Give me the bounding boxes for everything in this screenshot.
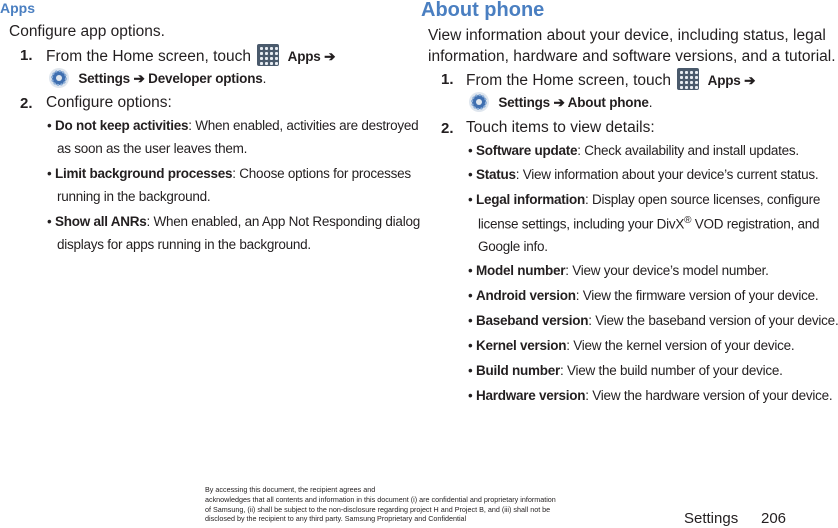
apps-step1-number: 1.	[20, 47, 33, 64]
about-phone-heading: About phone	[421, 0, 545, 21]
apps-step1-text: From the Home screen, touch	[46, 48, 252, 66]
bullet-do-not-keep-activities-line2: as soon as the user leaves them.	[57, 141, 248, 156]
bullet-show-all-anrs: • Show all ANRs: When enabled, an App Not Responding dialog	[47, 214, 420, 229]
apps-intro: Configure app options.	[9, 23, 165, 40]
apps-step2-text: Configure options:	[46, 94, 172, 111]
about-intro-line2: information, hardware and software versions, and a tutorial.	[428, 48, 836, 65]
page-number: 206	[761, 510, 787, 527]
bullet-do-not-keep-activities: • Do not keep activities: When enabled, activities are destroyed	[47, 118, 419, 133]
bullet-model-number: • Model number: View your device’s model number.	[468, 263, 769, 278]
about-step1-line2: Settings ➔ About phone.	[468, 92, 652, 114]
bullet-hardware-version: • Hardware version: View the hardware version of your device.	[468, 388, 833, 403]
bullet-limit-background-processes: • Limit background processes: Choose options for processes	[47, 166, 411, 181]
about-step1-apps-label: Apps ➔	[707, 73, 756, 89]
footer-section-name: Settings	[684, 510, 739, 527]
about-step1-text: From the Home screen, touch	[466, 72, 672, 90]
about-step2-number: 2.	[441, 120, 454, 137]
bullet-show-all-anrs-line2: displays for apps running in the background.	[57, 237, 311, 252]
apps-step1-path: Settings ➔ Developer options	[78, 71, 263, 87]
apps-step2-number: 2.	[20, 95, 33, 112]
bullet-baseband-version: • Baseband version: View the baseband version of your device.	[468, 313, 838, 328]
about-step2-text: Touch items to view details:	[466, 119, 655, 136]
apps-step1-line1	[46, 46, 335, 68]
apps-step1-apps-label: Apps ➔	[287, 49, 336, 65]
apps-grid-icon	[677, 68, 699, 90]
about-step1-line1	[466, 70, 755, 92]
apps-heading: Apps	[0, 0, 35, 16]
apps-grid-icon	[257, 44, 279, 66]
about-step1-path: Settings ➔ About phone	[498, 95, 649, 111]
bullet-build-number: • Build number: View the build number of your device.	[468, 363, 783, 378]
apps-step1-line2: Settings ➔ Developer options.	[48, 68, 266, 90]
settings-gear-icon	[468, 91, 490, 113]
bullet-limit-background-processes-line2: running in the background.	[57, 189, 211, 204]
confidentiality-notice: By accessing this document, the recipient agrees and acknowledges that all contents and information in this document (i) are confidential and proprietary information of Samsung, (ii) shall be subject to the non-disclosure regarding project H and Project B, and (iii) shall not be disclosed by the recipient to any third party. Samsung Proprietary and Confidential	[205, 485, 556, 524]
bullet-software-update: • Software update: Check availability and install updates.	[468, 143, 799, 158]
bullet-android-version: • Android version: View the firmware version of your device.	[468, 288, 819, 303]
bullet-legal-information: • Legal information: Display open source licenses, configure	[468, 192, 821, 207]
bullet-kernel-version: • Kernel version: View the kernel version of your device.	[468, 338, 795, 353]
bullet-status: • Status: View information about your device’s current status.	[468, 167, 819, 182]
bullet-legal-information-line2: license settings, including your DivX® VOD registration, and	[478, 215, 820, 232]
about-intro-line1: View information about your device, including status, legal	[428, 27, 826, 44]
settings-gear-icon	[48, 67, 70, 89]
bullet-legal-information-line3: Google info.	[478, 239, 548, 254]
about-step1-number: 1.	[441, 71, 454, 88]
